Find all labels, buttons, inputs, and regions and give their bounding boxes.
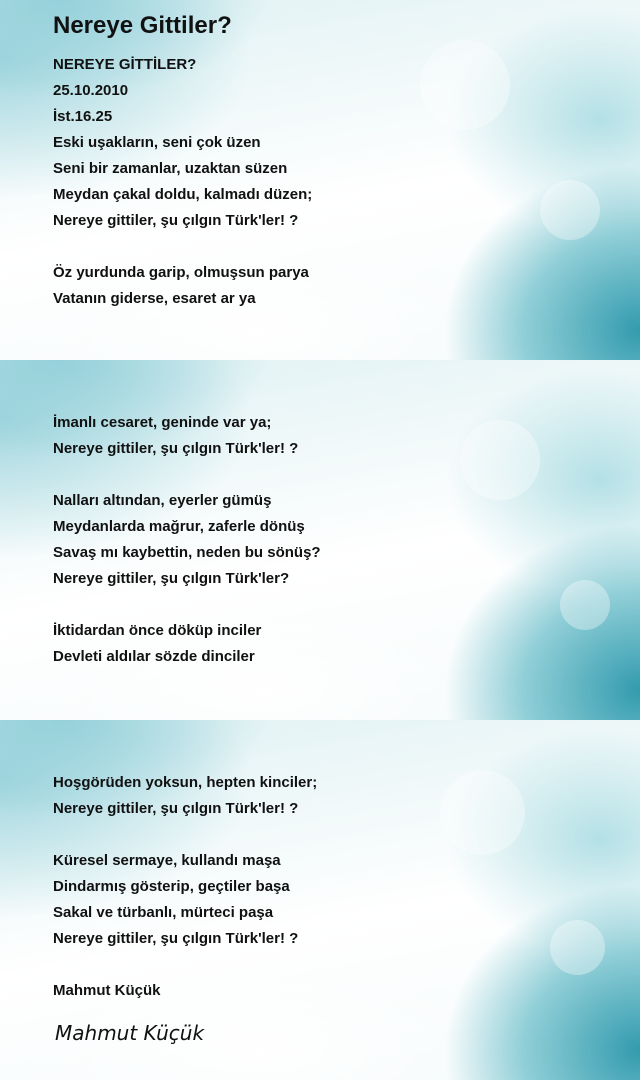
poem-line: Vatanın giderse, esaret ar ya (53, 290, 256, 307)
poem-date: 25.10.2010 (53, 82, 129, 99)
poem-panel-1 (0, 0, 640, 360)
page-title: Nereye Gittiler? (53, 12, 232, 39)
author-signature: Mahmut Küçük (55, 1021, 205, 1045)
poem-line: Hoşgörüden yoksun, hepten kinciler; (53, 774, 318, 791)
poem-title: NEREYE GİTTİLER? (53, 56, 197, 73)
poem-line: Mahmut Küçük (53, 982, 161, 999)
poem-line: Savaş mı kaybettin, neden bu sönüş? (53, 544, 321, 561)
poem-line: Nalları altından, eyerler gümüş (53, 492, 272, 509)
poem-line: Devleti aldılar sözde dinciler (53, 648, 255, 665)
poem-line: Nereye gittiler, şu çılgın Türk'ler? (53, 570, 290, 587)
poem-line: İktidardan önce döküp inciler (53, 622, 262, 639)
poem-line: Nereye gittiler, şu çılgın Türk'ler! ? (53, 800, 299, 817)
poem-line: Öz yurdunda garip, olmuşsun parya (53, 264, 309, 281)
poem-panel-3 (0, 720, 640, 1080)
poem-line: Nereye gittiler, şu çılgın Türk'ler! ? (53, 930, 299, 947)
poem-line: Meydanlarda mağrur, zaferle dönüş (53, 518, 305, 535)
poem-line: Nereye gittiler, şu çılgın Türk'ler! ? (53, 440, 299, 457)
poem-line: Sakal ve türbanlı, mürteci paşa (53, 904, 274, 921)
poem-line: Meydan çakal doldu, kalmadı düzen; (53, 186, 313, 203)
poem-line: Küresel sermaye, kullandı maşa (53, 852, 281, 869)
poem-line: Seni bir zamanlar, uzaktan süzen (53, 160, 288, 177)
poem-line: Eski uşakların, seni çok üzen (53, 134, 261, 151)
poem-line: Nereye gittiler, şu çılgın Türk'ler! ? (53, 212, 299, 229)
poem-line: İmanlı cesaret, geninde var ya; (53, 414, 272, 431)
poem-line: Dindarmış gösterip, geçtiler başa (53, 878, 290, 895)
poem-panel-2 (0, 360, 640, 720)
poem-place-time: İst.16.25 (53, 108, 113, 125)
